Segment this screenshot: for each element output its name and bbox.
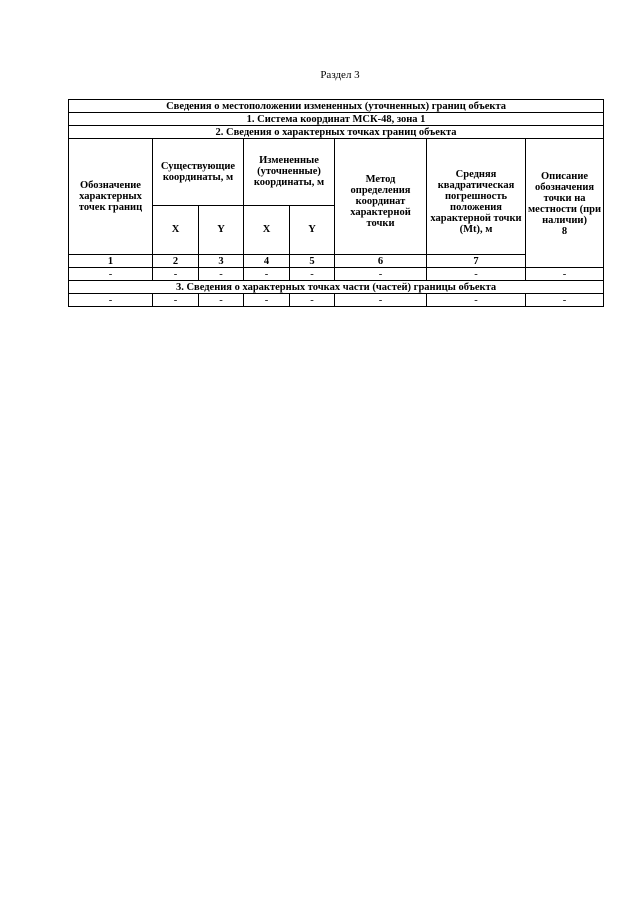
- column-number: 7: [427, 255, 526, 268]
- table-cell: -: [526, 294, 604, 307]
- column-numbers-row: [69, 255, 604, 268]
- table-cell: -: [335, 294, 427, 307]
- column-number: 2: [153, 255, 199, 268]
- table-cell: -: [199, 268, 244, 281]
- table-cell: -: [335, 268, 427, 281]
- table-cell: -: [290, 294, 335, 307]
- header-changed-coordinates: Измененные (уточненные) координаты, м: [244, 139, 335, 206]
- header-changed-y: Y: [290, 205, 335, 254]
- part-boundary-points-heading: 3. Сведения о характерных точках части (частей) границы объекта: [69, 281, 604, 294]
- header-changed-x: X: [244, 205, 290, 254]
- table-cell: -: [69, 294, 153, 307]
- section-title: Раздел 3: [320, 69, 360, 81]
- table-cell: -: [199, 294, 244, 307]
- table-cell: -: [153, 268, 199, 281]
- header-method: Метод определения координат характерной точки: [335, 139, 427, 255]
- table-row: [69, 268, 604, 281]
- table-cell: -: [290, 268, 335, 281]
- column-number: 4: [244, 255, 290, 268]
- header-existing-x: X: [153, 205, 199, 254]
- header-mean-error: Средняя квадратическая погрешность положения характерной точки (Mt), м: [427, 139, 526, 255]
- header-description: Описание обозначения точки на местности (при наличии) 8: [526, 139, 604, 268]
- table-cell: -: [427, 268, 526, 281]
- table-cell: -: [427, 294, 526, 307]
- coordinate-system-heading: 1. Система координат МСК-48, зона 1: [69, 113, 604, 126]
- table-title: Сведения о местоположении измененных (уточненных) границ объекта: [69, 100, 604, 113]
- column-number: 6: [335, 255, 427, 268]
- header-existing-y: Y: [199, 205, 244, 254]
- header-point-designation: Обозначение характерных точек границ: [69, 139, 153, 255]
- column-number: 5: [290, 255, 335, 268]
- table-cell: -: [153, 294, 199, 307]
- table-row: [69, 294, 604, 307]
- boundary-table: [68, 99, 604, 307]
- table-cell: -: [244, 294, 290, 307]
- table-cell: -: [244, 268, 290, 281]
- column-number: 1: [69, 255, 153, 268]
- boundary-points-heading: 2. Сведения о характерных точках границ объекта: [69, 126, 604, 139]
- column-number: 3: [199, 255, 244, 268]
- table-cell: -: [526, 268, 604, 281]
- header-existing-coordinates: Существующие координаты, м: [153, 139, 244, 206]
- table-cell: -: [69, 268, 153, 281]
- column-number: 8: [561, 226, 568, 237]
